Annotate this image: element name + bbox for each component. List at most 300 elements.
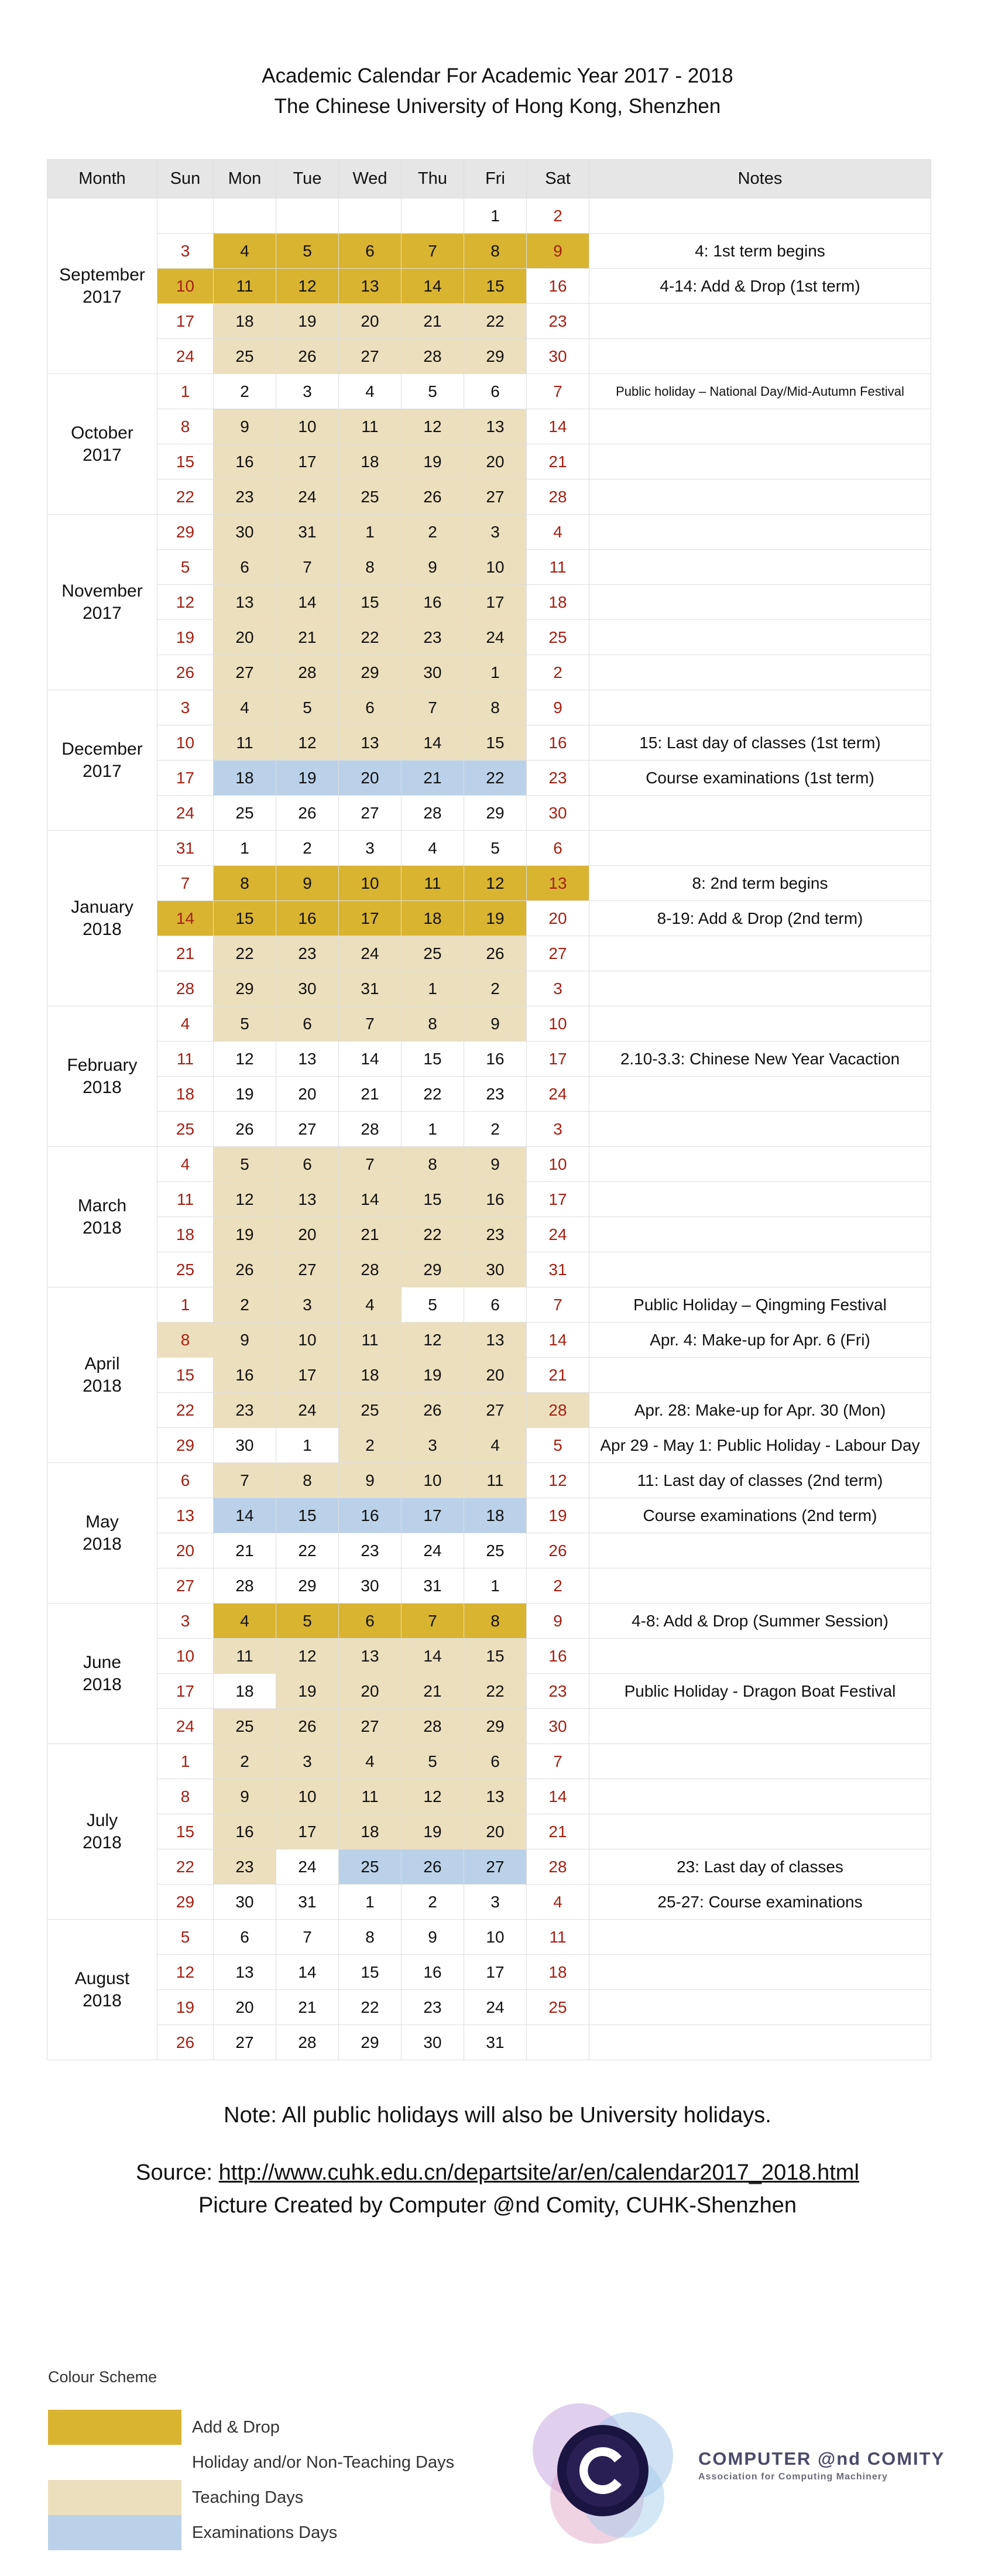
- day-cell-thu: 30: [402, 2025, 464, 2060]
- day-cell-sat: 25: [527, 1990, 589, 2025]
- day-cell-sat: 25: [527, 620, 589, 655]
- day-cell-sun: 4: [157, 1006, 214, 1042]
- day-cell-sat: 4: [527, 515, 589, 550]
- month-label: August 2018: [47, 1920, 157, 2060]
- day-cell-tue: 27: [276, 1112, 339, 1147]
- day-cell-tue: 9: [276, 866, 339, 901]
- day-cell-tue: 28: [276, 655, 339, 690]
- day-cell-thu: 11: [402, 866, 464, 901]
- day-cell-wed: 23: [339, 1533, 402, 1568]
- day-cell-sat: 30: [527, 339, 589, 374]
- legend-title: Colour Scheme: [48, 2368, 157, 2386]
- day-cell-wed: 8: [339, 1920, 402, 1955]
- week-row: [47, 304, 931, 339]
- brand-name: COMPUTER @nd COMITY: [698, 2448, 945, 2469]
- day-cell-sun: 24: [157, 1709, 214, 1744]
- day-cell-tue: [276, 198, 339, 234]
- day-cell-sun: 18: [157, 1217, 214, 1252]
- note-cell: Public Holiday – Qingming Festival: [589, 1287, 931, 1323]
- day-cell-sun: 3: [157, 1604, 214, 1639]
- day-cell-thu: 9: [402, 1920, 464, 1955]
- day-cell-mon: 5: [214, 1006, 276, 1042]
- note-cell: [589, 1955, 931, 1990]
- day-cell-mon: 18: [214, 761, 276, 796]
- calendar-table: [47, 159, 931, 2060]
- week-row: [47, 901, 931, 936]
- day-cell-thu: 8: [402, 1147, 464, 1182]
- day-cell-tue: 3: [276, 1287, 339, 1323]
- day-cell-sun: 1: [157, 1744, 214, 1779]
- week-row: [47, 1428, 931, 1463]
- day-cell-mon: 8: [214, 866, 276, 901]
- day-cell-thu: 12: [402, 409, 464, 444]
- week-row: [47, 1990, 931, 2025]
- day-cell-fri: 6: [464, 374, 527, 409]
- day-cell-mon: 20: [214, 620, 276, 655]
- day-cell-sun: 11: [157, 1042, 214, 1077]
- day-cell-sun: 8: [157, 1779, 214, 1814]
- day-cell-sat: 14: [527, 409, 589, 444]
- day-cell-mon: 18: [214, 1674, 276, 1709]
- day-cell-sun: 7: [157, 866, 214, 901]
- day-cell-tue: 6: [276, 1006, 339, 1042]
- day-cell-sun: 17: [157, 761, 214, 796]
- week-row: [47, 198, 931, 234]
- day-cell-sun: [157, 198, 214, 234]
- day-cell-thu: 23: [402, 620, 464, 655]
- note-cell: [589, 1709, 931, 1744]
- day-cell-fri: 27: [464, 479, 527, 515]
- day-cell-mon: 23: [214, 479, 276, 515]
- week-row: [47, 1182, 931, 1217]
- day-cell-wed: 14: [339, 1042, 402, 1077]
- day-cell-mon: 13: [214, 585, 276, 620]
- day-cell-thu: 1: [402, 1112, 464, 1147]
- day-cell-mon: 30: [214, 515, 276, 550]
- day-cell-wed: 10: [339, 866, 402, 901]
- column-header-fri: Fri: [464, 160, 527, 198]
- day-cell-mon: 30: [214, 1428, 276, 1463]
- day-cell-thu: 7: [402, 690, 464, 725]
- day-cell-tue: 13: [276, 1182, 339, 1217]
- day-cell-fri: 16: [464, 1182, 527, 1217]
- day-cell-thu: 24: [402, 1533, 464, 1568]
- day-cell-sun: 15: [157, 1358, 214, 1393]
- day-cell-thu: 12: [402, 1779, 464, 1814]
- day-cell-fri: 6: [464, 1287, 527, 1323]
- day-cell-tue: 24: [276, 1393, 339, 1428]
- day-cell-mon: 7: [214, 1463, 276, 1498]
- day-cell-fri: 15: [464, 725, 527, 761]
- week-row: [47, 585, 931, 620]
- legend-swatch: [48, 2515, 181, 2550]
- note-cell: Course examinations (1st term): [589, 761, 931, 796]
- column-header-tue: Tue: [276, 160, 339, 198]
- title-line-1: Academic Calendar For Academic Year 2017 - 2018: [262, 64, 733, 87]
- week-row: [47, 1252, 931, 1287]
- day-cell-mon: 19: [214, 1077, 276, 1112]
- day-cell-tue: 26: [276, 796, 339, 831]
- day-cell-sun: 29: [157, 515, 214, 550]
- day-cell-sat: 12: [527, 1463, 589, 1498]
- day-cell-mon: 29: [214, 971, 276, 1006]
- note-cell: Public Holiday - Dragon Boat Festival: [589, 1674, 931, 1709]
- legend-label: Add & Drop: [192, 2417, 280, 2437]
- day-cell-fri: 26: [464, 936, 527, 971]
- page-title: [0, 61, 995, 122]
- day-cell-sun: 5: [157, 550, 214, 585]
- day-cell-thu: 26: [402, 1393, 464, 1428]
- holiday-note: Note: All public holidays will also be University holidays.: [224, 2103, 771, 2128]
- day-cell-sat: 16: [527, 269, 589, 304]
- day-cell-thu: 28: [402, 339, 464, 374]
- note-cell: [589, 1639, 931, 1674]
- day-cell-sat: 23: [527, 1674, 589, 1709]
- day-cell-thu: 10: [402, 1463, 464, 1498]
- month-label: February 2018: [47, 1006, 157, 1147]
- day-cell-thu: 16: [402, 1955, 464, 1990]
- day-cell-thu: 14: [402, 1639, 464, 1674]
- day-cell-thu: 9: [402, 550, 464, 585]
- day-cell-thu: [402, 198, 464, 234]
- day-cell-fri: 15: [464, 1639, 527, 1674]
- legend-item: [48, 2445, 454, 2480]
- day-cell-wed: 8: [339, 550, 402, 585]
- day-cell-fri: 27: [464, 1849, 527, 1885]
- day-cell-tue: 8: [276, 1463, 339, 1498]
- week-row: [47, 1849, 931, 1885]
- day-cell-fri: 18: [464, 1498, 527, 1533]
- day-cell-fri: 1: [464, 1568, 527, 1604]
- legend-item: [48, 2480, 454, 2515]
- day-cell-fri: 17: [464, 1955, 527, 1990]
- day-cell-thu: 21: [402, 1674, 464, 1709]
- day-cell-fri: 16: [464, 1042, 527, 1077]
- day-cell-sat: 4: [527, 1885, 589, 1920]
- day-cell-sat: 28: [527, 479, 589, 515]
- day-cell-mon: 4: [214, 234, 276, 269]
- day-cell-wed: 25: [339, 479, 402, 515]
- day-cell-sat: 11: [527, 1920, 589, 1955]
- day-cell-sun: 25: [157, 1252, 214, 1287]
- week-row: [47, 1147, 931, 1182]
- day-cell-wed: 20: [339, 761, 402, 796]
- note-cell: [589, 339, 931, 374]
- day-cell-fri: 17: [464, 585, 527, 620]
- week-row: [47, 936, 931, 971]
- day-cell-mon: 28: [214, 1568, 276, 1604]
- day-cell-mon: 6: [214, 1920, 276, 1955]
- day-cell-thu: 19: [402, 1814, 464, 1849]
- day-cell-tue: 5: [276, 690, 339, 725]
- day-cell-fri: 27: [464, 1393, 527, 1428]
- week-row: [47, 374, 931, 409]
- day-cell-thu: 5: [402, 1287, 464, 1323]
- column-header-mon: Mon: [214, 160, 276, 198]
- day-cell-fri: 20: [464, 1358, 527, 1393]
- day-cell-mon: 16: [214, 444, 276, 479]
- day-cell-thu: 18: [402, 901, 464, 936]
- day-cell-wed: [339, 198, 402, 234]
- day-cell-sat: 26: [527, 1533, 589, 1568]
- day-cell-tue: 21: [276, 1990, 339, 2025]
- note-cell: 11: Last day of classes (2nd term): [589, 1463, 931, 1498]
- legend-swatch: [48, 2480, 181, 2515]
- day-cell-thu: 8: [402, 1006, 464, 1042]
- week-row: [47, 1217, 931, 1252]
- day-cell-sun: 19: [157, 620, 214, 655]
- day-cell-sat: 9: [527, 1604, 589, 1639]
- day-cell-wed: 13: [339, 269, 402, 304]
- week-row: [47, 761, 931, 796]
- note-cell: [589, 1112, 931, 1147]
- month-label: December 2017: [47, 690, 157, 831]
- month-label: April 2018: [47, 1287, 157, 1463]
- day-cell-thu: 5: [402, 1744, 464, 1779]
- day-cell-wed: 24: [339, 936, 402, 971]
- day-cell-fri: 6: [464, 1744, 527, 1779]
- column-header-thu: Thu: [402, 160, 464, 198]
- day-cell-fri: 20: [464, 444, 527, 479]
- day-cell-tue: 17: [276, 1814, 339, 1849]
- week-row: [47, 620, 931, 655]
- day-cell-wed: 13: [339, 725, 402, 761]
- day-cell-wed: 18: [339, 1814, 402, 1849]
- day-cell-sun: 29: [157, 1885, 214, 1920]
- day-cell-mon: 11: [214, 725, 276, 761]
- day-cell-wed: 3: [339, 831, 402, 866]
- day-cell-tue: 10: [276, 1323, 339, 1358]
- day-cell-mon: 27: [214, 655, 276, 690]
- day-cell-sun: 19: [157, 1990, 214, 2025]
- day-cell-sat: 23: [527, 304, 589, 339]
- day-cell-sun: 1: [157, 1287, 214, 1323]
- note-cell: [589, 1990, 931, 2025]
- month-label: January 2018: [47, 831, 157, 1006]
- note-cell: [589, 831, 931, 866]
- day-cell-tue: 21: [276, 620, 339, 655]
- week-row: [47, 971, 931, 1006]
- day-cell-tue: 3: [276, 374, 339, 409]
- day-cell-fri: 31: [464, 2025, 527, 2060]
- day-cell-fri: 3: [464, 1885, 527, 1920]
- day-cell-sat: 16: [527, 725, 589, 761]
- day-cell-sat: 2: [527, 198, 589, 234]
- note-cell: 4: 1st term begins: [589, 234, 931, 269]
- note-cell: [589, 585, 931, 620]
- day-cell-wed: 16: [339, 1498, 402, 1533]
- day-cell-tue: 17: [276, 444, 339, 479]
- day-cell-sat: 7: [527, 374, 589, 409]
- day-cell-tue: 20: [276, 1217, 339, 1252]
- day-cell-fri: 13: [464, 409, 527, 444]
- week-row: [47, 479, 931, 515]
- day-cell-mon: 6: [214, 550, 276, 585]
- day-cell-wed: 4: [339, 1287, 402, 1323]
- legend-label: Teaching Days: [192, 2488, 304, 2507]
- day-cell-sun: 8: [157, 1323, 214, 1358]
- day-cell-sat: 28: [527, 1849, 589, 1885]
- day-cell-thu: 22: [402, 1077, 464, 1112]
- day-cell-fri: 23: [464, 1077, 527, 1112]
- day-cell-thu: 16: [402, 585, 464, 620]
- day-cell-sun: 26: [157, 2025, 214, 2060]
- week-row: [47, 1042, 931, 1077]
- note-cell: Public holiday – National Day/Mid-Autumn Festival: [589, 374, 931, 409]
- day-cell-sun: 12: [157, 585, 214, 620]
- day-cell-mon: 13: [214, 1955, 276, 1990]
- note-cell: [589, 936, 931, 971]
- source-link[interactable]: http://www.cuhk.edu.cn/departsite/ar/en/calendar2017_2018.html: [218, 2160, 859, 2185]
- day-cell-wed: 28: [339, 1112, 402, 1147]
- day-cell-sun: 28: [157, 971, 214, 1006]
- colour-legend: [48, 2368, 454, 2550]
- day-cell-fri: 8: [464, 234, 527, 269]
- week-row: [47, 655, 931, 690]
- day-cell-fri: 29: [464, 339, 527, 374]
- legend-swatch: [48, 2410, 181, 2445]
- legend-label: Examinations Days: [192, 2523, 338, 2542]
- day-cell-sun: 14: [157, 901, 214, 936]
- day-cell-sat: 13: [527, 866, 589, 901]
- week-row: [47, 1533, 931, 1568]
- day-cell-fri: 10: [464, 1920, 527, 1955]
- day-cell-thu: 4: [402, 831, 464, 866]
- day-cell-mon: 18: [214, 304, 276, 339]
- day-cell-sun: 22: [157, 1849, 214, 1885]
- note-cell: [589, 515, 931, 550]
- day-cell-tue: 16: [276, 901, 339, 936]
- day-cell-mon: 26: [214, 1112, 276, 1147]
- day-cell-mon: 12: [214, 1182, 276, 1217]
- day-cell-sun: 17: [157, 304, 214, 339]
- day-cell-tue: 2: [276, 831, 339, 866]
- day-cell-fri: 24: [464, 620, 527, 655]
- week-row: [47, 1674, 931, 1709]
- day-cell-sun: 15: [157, 1814, 214, 1849]
- week-row: [47, 269, 931, 304]
- day-cell-mon: 9: [214, 409, 276, 444]
- day-cell-wed: 18: [339, 444, 402, 479]
- day-cell-fri: 12: [464, 866, 527, 901]
- day-cell-tue: 10: [276, 409, 339, 444]
- week-row: [47, 1639, 931, 1674]
- day-cell-tue: 14: [276, 1955, 339, 1990]
- day-cell-fri: 29: [464, 1709, 527, 1744]
- day-cell-tue: 1: [276, 1428, 339, 1463]
- day-cell-thu: 15: [402, 1042, 464, 1077]
- week-row: [47, 1393, 931, 1428]
- week-row: [47, 690, 931, 725]
- day-cell-thu: 22: [402, 1217, 464, 1252]
- day-cell-wed: 15: [339, 1955, 402, 1990]
- day-cell-mon: 30: [214, 1885, 276, 1920]
- column-header-sat: Sat: [527, 160, 589, 198]
- day-cell-wed: 4: [339, 374, 402, 409]
- day-cell-sun: 8: [157, 409, 214, 444]
- note-cell: [589, 1568, 931, 1604]
- day-cell-tue: 7: [276, 1920, 339, 1955]
- day-cell-tue: 19: [276, 304, 339, 339]
- day-cell-mon: 11: [214, 1639, 276, 1674]
- week-row: [47, 1568, 931, 1604]
- day-cell-wed: 22: [339, 1990, 402, 2025]
- day-cell-mon: 16: [214, 1814, 276, 1849]
- day-cell-thu: 26: [402, 1849, 464, 1885]
- day-cell-tue: 23: [276, 936, 339, 971]
- month-label: November 2017: [47, 515, 157, 690]
- day-cell-thu: 19: [402, 1358, 464, 1393]
- day-cell-tue: 31: [276, 515, 339, 550]
- day-cell-mon: 25: [214, 1709, 276, 1744]
- day-cell-tue: 13: [276, 1042, 339, 1077]
- note-cell: Apr 29 - May 1: Public Holiday - Labour Day: [589, 1428, 931, 1463]
- day-cell-sun: 29: [157, 1428, 214, 1463]
- day-cell-sat: 7: [527, 1287, 589, 1323]
- day-cell-tue: 6: [276, 1147, 339, 1182]
- day-cell-sun: 24: [157, 796, 214, 831]
- legend-label: Holiday and/or Non-Teaching Days: [192, 2452, 455, 2472]
- day-cell-mon: 5: [214, 1147, 276, 1182]
- day-cell-thu: 19: [402, 444, 464, 479]
- day-cell-mon: 20: [214, 1990, 276, 2025]
- week-row: [47, 1709, 931, 1744]
- day-cell-thu: 5: [402, 374, 464, 409]
- day-cell-wed: 31: [339, 971, 402, 1006]
- day-cell-fri: 8: [464, 1604, 527, 1639]
- week-row: [47, 444, 931, 479]
- month-label: September 2017: [47, 198, 157, 374]
- brand-block: [698, 2448, 945, 2482]
- day-cell-wed: 7: [339, 1006, 402, 1042]
- day-cell-sun: 26: [157, 655, 214, 690]
- day-cell-mon: 11: [214, 269, 276, 304]
- day-cell-sat: 21: [527, 444, 589, 479]
- note-cell: [589, 479, 931, 515]
- day-cell-sat: 17: [527, 1182, 589, 1217]
- day-cell-mon: 16: [214, 1358, 276, 1393]
- note-cell: [589, 1533, 931, 1568]
- day-cell-sat: 27: [527, 936, 589, 971]
- week-row: [47, 1463, 931, 1498]
- day-cell-sat: 3: [527, 1112, 589, 1147]
- day-cell-sun: 11: [157, 1182, 214, 1217]
- day-cell-wed: 6: [339, 1604, 402, 1639]
- day-cell-mon: 2: [214, 1744, 276, 1779]
- day-cell-sat: 16: [527, 1639, 589, 1674]
- day-cell-tue: 5: [276, 234, 339, 269]
- day-cell-wed: 18: [339, 1358, 402, 1393]
- day-cell-sat: 6: [527, 831, 589, 866]
- day-cell-fri: 19: [464, 901, 527, 936]
- day-cell-thu: 28: [402, 1709, 464, 1744]
- note-cell: [589, 198, 931, 234]
- week-row: [47, 1920, 931, 1955]
- day-cell-sat: 2: [527, 655, 589, 690]
- note-cell: [589, 1147, 931, 1182]
- source-label: Source:: [136, 2160, 219, 2185]
- week-row: [47, 1744, 931, 1779]
- week-row: [47, 866, 931, 901]
- month-label: October 2017: [47, 374, 157, 515]
- column-header-wed: Wed: [339, 160, 402, 198]
- month-label: March 2018: [47, 1147, 157, 1287]
- day-cell-mon: 1: [214, 831, 276, 866]
- day-cell-tue: 24: [276, 479, 339, 515]
- week-row: [47, 1885, 931, 1920]
- day-cell-wed: 20: [339, 304, 402, 339]
- day-cell-wed: 15: [339, 585, 402, 620]
